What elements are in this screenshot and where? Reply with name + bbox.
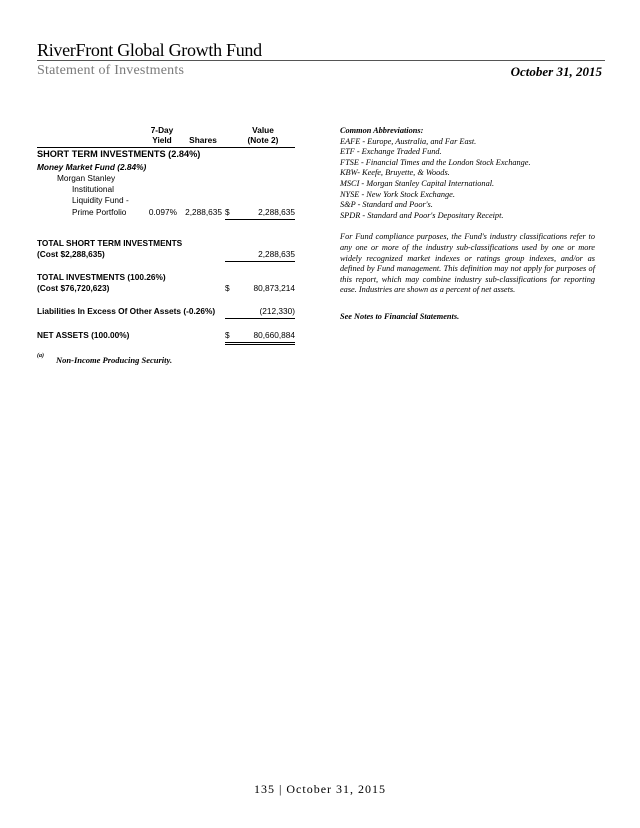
abbreviation-item: NYSE - New York Stock Exchange. xyxy=(340,189,455,199)
footnote xyxy=(37,355,172,365)
total-investments-value: 80,873,214 xyxy=(253,283,295,293)
compliance-note: For Fund compliance purposes, the Fund's industry classifications refer to any one or more of the industry sub-classifications used by one or more widely recognized market indexes or ratings group indexes, and/or as defined by Fund management. This definition may not apply for purposes of this report, which may combine industry sub-classifications for reporting ease. Industries are shown as a percent of net assets. xyxy=(340,232,595,295)
abbreviation-item: SPDR - Standard and Poor's Depositary Receipt. xyxy=(340,210,504,220)
abbreviations-title: Common Abbreviations: xyxy=(340,126,424,135)
abbreviation-item: EAFE - Europe, Australia, and Far East. xyxy=(340,136,477,146)
col-header-shares: Shares xyxy=(189,135,217,145)
abbreviation-item: S&P - Standard and Poor's. xyxy=(340,200,433,210)
abbreviation-item: MSCI - Morgan Stanley Capital International. xyxy=(340,178,495,188)
page-footer: 135 | October 31, 2015 xyxy=(253,782,387,796)
total-short-term-value: 2,288,635 xyxy=(225,249,295,262)
col-header-value: Value (Note 2) xyxy=(247,125,279,145)
subsection-title: Money Market Fund (2.84%) xyxy=(37,162,147,172)
liabilities-value: (212,330) xyxy=(225,306,295,319)
total-short-term-cost: (Cost $2,288,635) xyxy=(37,249,105,259)
total-investments-currency: $ xyxy=(225,283,230,293)
footnote-text: Non-Income Producing Security. xyxy=(56,355,173,365)
holding-name-line-4: Prime Portfolio xyxy=(72,207,127,217)
total-short-term-label: TOTAL SHORT TERM INVESTMENTS xyxy=(37,238,183,248)
holding-value: 2,288,635 xyxy=(225,207,295,220)
holding-name-line-3: Liquidity Fund - xyxy=(72,195,129,205)
title-divider xyxy=(37,60,605,61)
total-investments-cost: (Cost $76,720,623) xyxy=(37,283,110,293)
net-assets-label: NET ASSETS (100.00%) xyxy=(37,330,130,340)
abbreviations-panel xyxy=(340,126,595,323)
abbreviation-item: KBW- Keefe, Bruyette, & Woods. xyxy=(340,168,450,178)
footnote-marker: (a) xyxy=(37,353,44,359)
statement-date: October 31, 2015 xyxy=(510,64,602,79)
holding-shares: 2,288,635 xyxy=(185,207,222,217)
abbreviation-item: FTSE - Financial Times and the London Stock Exchange. xyxy=(340,157,531,167)
holding-name-line-1: Morgan Stanley xyxy=(57,173,116,183)
net-assets-value: 80,660,884 xyxy=(225,330,295,345)
see-notes-link: See Notes to Financial Statements. xyxy=(340,311,460,321)
net-assets-currency: $ xyxy=(225,330,230,340)
statement-title: Statement of Investments xyxy=(37,63,185,78)
fund-title: RiverFront Global Growth Fund xyxy=(37,40,262,60)
holding-currency: $ xyxy=(225,207,230,217)
header-rule xyxy=(37,147,295,148)
holding-yield: 0.097% xyxy=(148,207,177,217)
section-title: SHORT TERM INVESTMENTS (2.84%) xyxy=(37,149,201,159)
total-investments-label: TOTAL INVESTMENTS (100.26%) xyxy=(37,272,166,282)
abbreviation-item: ETF - Exchange Traded Fund. xyxy=(340,147,442,157)
col-header-yield: 7-Day Yield xyxy=(150,125,174,145)
holding-name-line-2: Institutional xyxy=(72,184,114,194)
liabilities-label: Liabilities In Excess Of Other Assets (-0.26%) xyxy=(37,306,216,316)
